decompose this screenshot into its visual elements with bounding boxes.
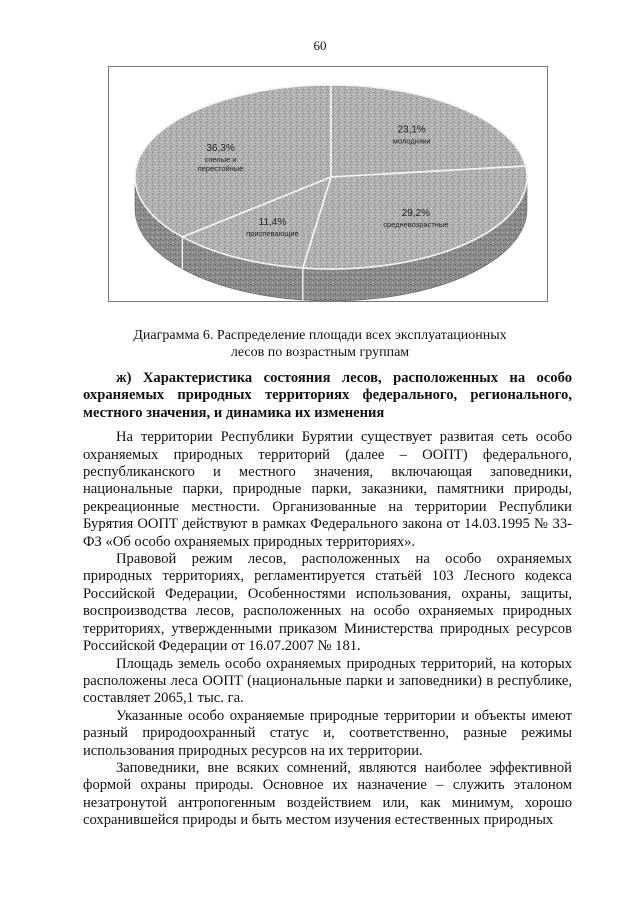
- pie-category-label: средневозрастные: [383, 219, 449, 229]
- pie-category-label: спелые и: [204, 155, 237, 165]
- pie-value-label: 36,3%: [206, 143, 235, 155]
- pie-value-label: 11,4%: [258, 216, 287, 228]
- paragraph: На территории Республики Бурятии существует развитая сеть особо охраняемых природных территорий (далее – ООПТ) федерального, республиканского и местного значения, включающая заповедники, национальные парки, природные парки, заказники, памятники природы, рекреационные местности. Организованные на территории Республики Бурятия ООПТ действуют в рамках Федерального закона от 14.03.1995 № 33-ФЗ «Об особо охраняемых природных территориях».: [83, 429, 572, 550]
- document-body: [83, 370, 572, 830]
- pie-value-label: 23,1%: [397, 124, 426, 136]
- pie-category-label: перестойные: [197, 164, 244, 174]
- pie-category-label: приспевающие: [246, 228, 299, 238]
- pie-value-label: 29,2%: [401, 207, 431, 219]
- section-heading: ж) Характеристика состояния лесов, расположенных на особо охраняемых природных территориях федерального, регионального, местного значения, и динамика их изменения: [83, 370, 572, 421]
- paragraph: Правовой режим лесов, расположенных на особо охраняемых природных территориях, регламентируется статьёй 103 Лесного кодекса Российской Федерации, Особенностями использования, охраны, защиты, воспроизводства лесов, расположенных на особо охраняемых природных территориях, утвержденными приказом Министерства природных ресурсов Российской Федерации от 16.07.2007 № 181.: [83, 551, 572, 655]
- pie-top: [135, 85, 527, 269]
- paragraph: Заповедники, вне всяких сомнений, являются наиболее эффективной формой охраны природы. Основное их назначение – служить эталоном незатронутой антропогенным воздействием или, как минимум, хорошо сохранившейся природы и быть местом изучения естественных природных: [83, 759, 572, 829]
- pie-slice: [331, 85, 526, 177]
- caption-line-1: Диаграмма 6. Распределение площади всех эксплуатационных: [133, 328, 507, 343]
- figure-caption: [80, 327, 560, 361]
- pie-category-label: молодняки: [392, 136, 431, 146]
- pie-chart-figure: [108, 66, 548, 302]
- page-number: 60: [313, 38, 327, 53]
- paragraph: Площадь земель особо охраняемых природных территорий, на которых расположены леса ООПТ (национальные парки и заповедники) в республике, составляет 2065,1 тыс. га.: [83, 655, 572, 707]
- pie-chart: [109, 67, 547, 301]
- caption-line-2: лесов по возрастным группам: [230, 345, 410, 360]
- paragraph: Указанные особо охраняемые природные территории и объекты имеют разный природоохранный статус и, соответственно, разные режимы использования природных ресурсов на их территории.: [83, 707, 572, 759]
